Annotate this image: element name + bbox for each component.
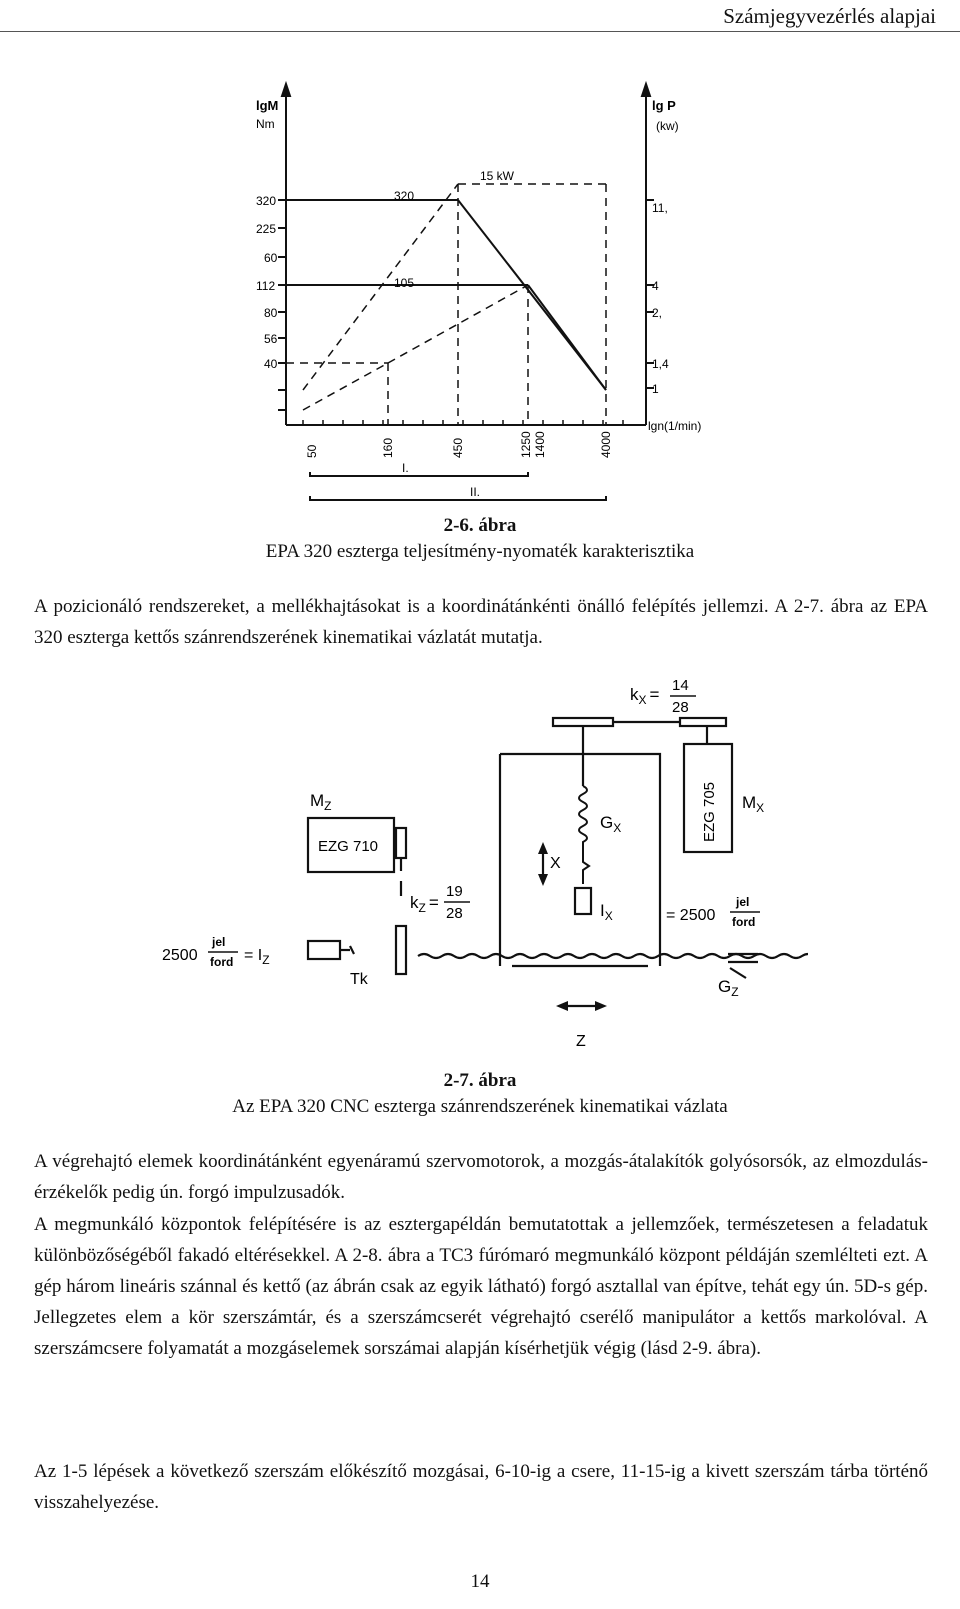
y-left-tick-80: 80 [264, 306, 278, 320]
x-tick-1250: 1250 [519, 431, 533, 458]
annotation-105: 105 [394, 276, 415, 290]
right-value: = 2500 [666, 907, 716, 924]
mx-label: M [742, 793, 757, 812]
gz-subscript: Z [731, 985, 739, 999]
x-tick-1400: 1400 [533, 431, 547, 458]
ezg710-label: EZG 710 [318, 838, 379, 855]
y-left-tick-56: 56 [264, 332, 278, 346]
z-axis-label: Z [576, 1033, 586, 1050]
kx-label: k [630, 685, 639, 704]
mz-label: M [310, 791, 325, 810]
left-value: 2500 [162, 947, 198, 964]
right-jel: jel [736, 895, 750, 909]
kz-denominator: 28 [446, 905, 463, 922]
page-number: 14 [470, 1571, 490, 1592]
y-right-tick-2: 2, [652, 306, 663, 320]
x-tick-50: 50 [305, 444, 319, 458]
right-ford: ford [732, 915, 756, 929]
kz-label: k [410, 893, 419, 912]
paragraph-4: Az 1-5 lépések a következő szerszám előkészítő mozgásai, 6-10-ig a csere, 11-15-ig a kivett szerszám tárba történő visszahelyezése. [34, 1461, 928, 1513]
figure-2-7-caption [0, 1068, 960, 1120]
ezg705-label: EZG 705 [701, 781, 718, 842]
gz-label: G [718, 977, 732, 996]
gx-subscript: X [613, 821, 622, 835]
figure-2-6-number: 2-6. ábra [443, 515, 517, 536]
y-right-tick-4: 4 [652, 279, 659, 293]
mz-subscript: Z [324, 799, 332, 813]
y-left-tick-40: 40 [264, 357, 278, 371]
range-1-label: I. [402, 461, 409, 475]
iz-subscript: Z [262, 953, 270, 967]
mx-subscript: X [756, 801, 765, 815]
paragraph-2: A végrehajtó elemek koordinátánként egyenáramú szervomotorok, a mozgás-átalakítók golyósorsók, az elmozdulás-érzékelők pedig ún. forgó impulzusadók. [34, 1151, 928, 1203]
ix-label: I [600, 901, 605, 920]
figure-2-6-chart [228, 80, 728, 520]
y-left-tick-320: 320 [256, 194, 277, 208]
kx-subscript: X [638, 693, 647, 707]
y-right-tick-1: 1 [652, 382, 659, 396]
figure-2-7-number: 2-7. ábra [443, 1070, 517, 1091]
x-axis-label: lgn(1/min) [648, 419, 702, 433]
kx-denominator: 28 [672, 699, 689, 716]
kz-numerator: 19 [446, 883, 463, 900]
kx-equals: = [649, 685, 660, 704]
figure-2-7-diagram [128, 656, 808, 1058]
kz-subscript: Z [418, 901, 426, 915]
y-left-label-2: Nm [256, 117, 275, 131]
header-divider [0, 31, 960, 32]
y-right-label-1: lg P [652, 98, 676, 113]
paragraph-3: A megmunkáló központok felépítésére is az esztergapéldán bemutatottak a jellemzőek, természetesen a feladatuk különbözőségéből fakadó eltérésekkel. A 2-8. ábra a TC3 fúrómaró megmunkáló központ példáján szemlélteti ezt. A gép három lineáris szánnal és kettő (az ábrán csak az egyik látható) forgó asztallal van építve, tehát egy ún. 5D-s gép. Jellegzetes elem a kör szerszámtár, és a szerszámcserét végrehajtó cserélő manipulátor a kettős markolóval. A szerszámcsere folyamatát a mozgáselemek sorszámai alapján kísérhetjük végig (lásd 2-9. ábra). [34, 1214, 928, 1359]
left-jel: jel [212, 935, 226, 949]
ix-subscript: X [604, 909, 613, 923]
tk-label: Tk [350, 971, 368, 988]
y-left-label-1: lgM [256, 98, 279, 113]
y-right-tick-1-4: 1,4 [652, 357, 669, 371]
annotation-320: 320 [394, 189, 415, 203]
range-2-label: II. [470, 485, 481, 499]
y-left-tick-112: 112 [256, 279, 276, 293]
running-header: Számjegyvezérlés alapjai [723, 4, 936, 28]
y-right-label-2: (kw) [656, 119, 679, 133]
gx-label: G [600, 813, 614, 832]
kz-equals: = [428, 893, 439, 912]
kx-numerator: 14 [672, 677, 689, 694]
y-right-tick-11: 11, [652, 201, 668, 215]
x-tick-4000: 4000 [599, 431, 613, 458]
figure-2-7-title: Az EPA 320 CNC eszterga szánrendszerének kinematikai vázlata [232, 1096, 728, 1117]
y-left-tick-60: 60 [264, 251, 278, 265]
iz-label: = I [244, 947, 263, 964]
annotation-15kw: 15 kW [480, 169, 515, 183]
x-axis-label: X [550, 855, 561, 872]
x-tick-160: 160 [381, 437, 395, 458]
paragraph-1: A pozicionáló rendszereket, a mellékhajtásokat is a koordinátánkénti önálló felépítés jellemzi. A 2-7. ábra az EPA 320 eszterga kettős szánrendszerének kinematikai vázlatát mutatja. [34, 596, 928, 648]
x-tick-450: 450 [451, 437, 465, 458]
figure-2-6-caption [0, 513, 960, 565]
left-ford: ford [210, 955, 234, 969]
y-left-tick-225: 225 [256, 222, 277, 236]
figure-2-6-title: EPA 320 eszterga teljesítmény-nyomaték karakterisztika [265, 541, 695, 562]
